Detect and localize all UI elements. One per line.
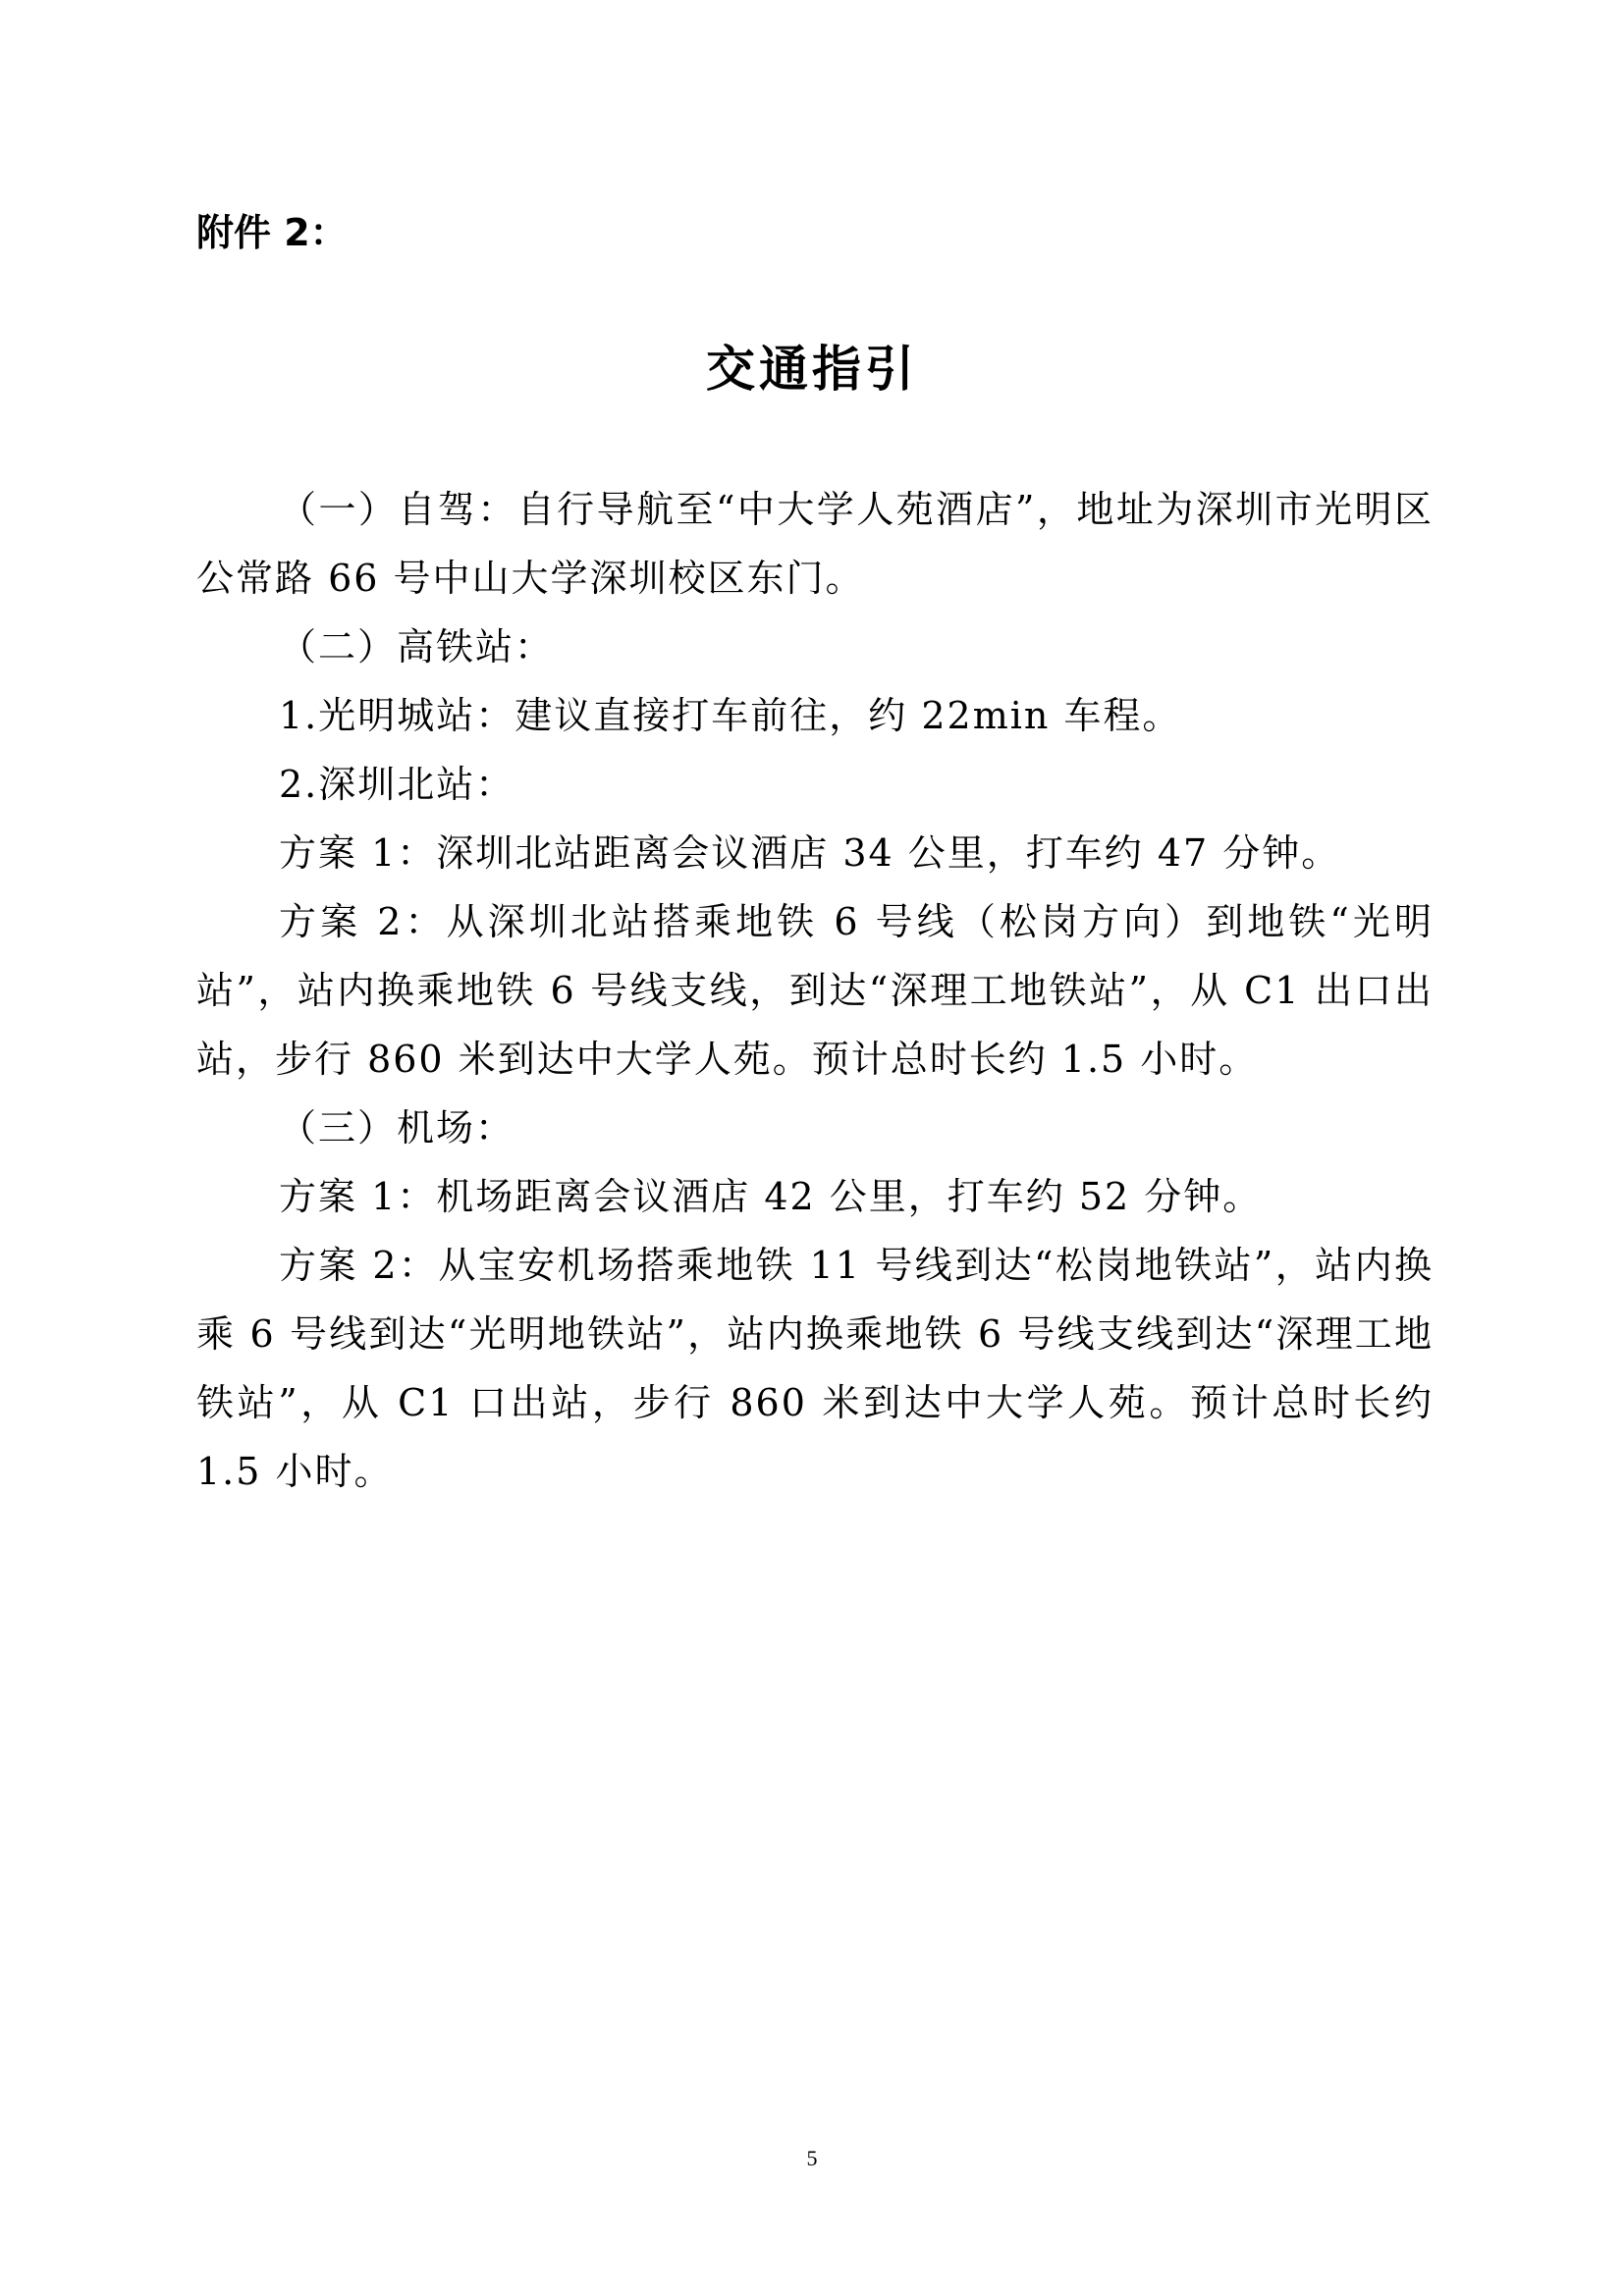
paragraph-guangmingcheng-station: 1.光明城站：建议直接打车前往，约 22min 车程。 [279,694,1182,737]
paragraph-high-speed-rail-heading: （二）高铁站： [279,625,555,668]
paragraph-self-drive: （一）自驾：自行导航至“中大学人苑酒店”，地址为深圳市光明区公常路 66 号中山大学深圳校区东门。 [196,488,1434,600]
paragraph-airport-heading: （三）机场： [279,1106,515,1149]
document-title: 交通指引 [706,341,918,398]
paragraph-airport-plan-2: 方案 2：从宝安机场搭乘地铁 11 号线到达“松岗地铁站”，站内换乘 6 号线到达“光明地铁站”，站内换乘地铁 6 号线支线到达“深理工地铁站”，从 C1 口出站，步行 860 米到达中大学人苑。预计总时长约 1.5 小时。 [196,1244,1434,1493]
attachment-label: 附件 2： [196,211,348,254]
paragraph-airport-plan-1: 方案 1：机场距离会议酒店 42 公里，打车约 52 分钟。 [279,1175,1263,1218]
paragraph-north-plan-2: 方案 2：从深圳北站搭乘地铁 6 号线（松岗方向）到地铁“光明站”，站内换乘地铁 6 号线支线，到达“深理工地铁站”，从 C1 出口出站，步行 860 米到达中大学人苑。预计总时长约 1.5 小时。 [196,900,1434,1081]
document-body [196,475,1434,1506]
page-number: 5 [806,2146,818,2170]
paragraph-shenzhen-north-heading: 2.深圳北站： [279,763,515,806]
paragraph-north-plan-1: 方案 1：深圳北站距离会议酒店 34 公里，打车约 47 分钟。 [279,831,1341,875]
